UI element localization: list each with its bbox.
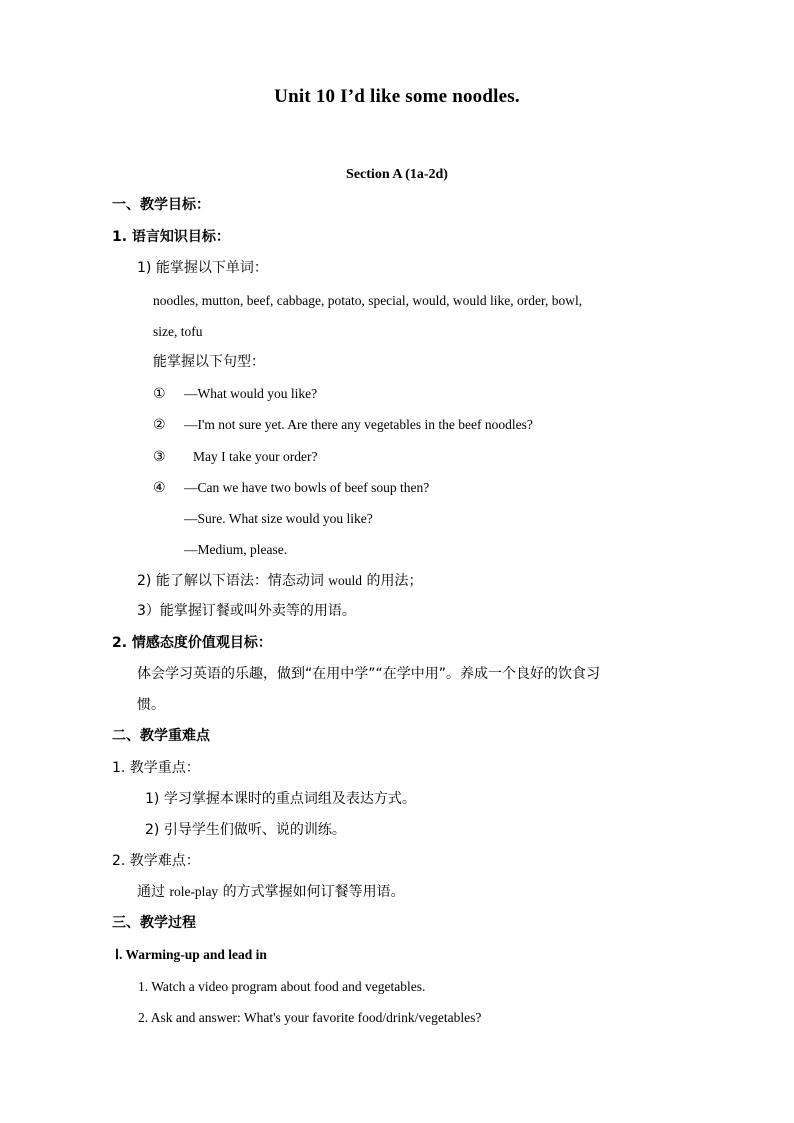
difficulty-keyword: role-play	[169, 884, 219, 899]
sentence-text: —I'm not sure yet. Are there any vegetables in the beef noodles?	[184, 417, 533, 432]
ordering-subheading: 3）能掌握订餐或叫外卖等的用语。	[137, 603, 356, 619]
section-subtitle: Section A (1a-2d)	[346, 167, 448, 182]
difficulty-text	[137, 883, 405, 901]
sentence-item	[153, 416, 533, 434]
circled-number: ④	[153, 480, 166, 496]
circled-number: ②	[153, 417, 166, 433]
key-point-2: 2) 引导学生们做听、说的训练。	[145, 822, 346, 838]
document-title: Unit 10 I’d like some noodles.	[274, 86, 520, 107]
difficulty-suffix: 的方式掌握如何订餐等用语。	[222, 884, 405, 900]
circled-number: ①	[153, 386, 166, 402]
language-goals-heading: 1. 语言知识目标：	[112, 229, 230, 245]
sentence-item	[153, 385, 317, 403]
warming-up-heading: Ⅰ. Warming-up and lead in	[115, 947, 267, 962]
difficulty-prefix: 通过	[137, 884, 165, 900]
key-point-1: 1) 学习掌握本课时的重点词组及表达方式。	[145, 791, 416, 807]
sentence-item	[153, 479, 429, 497]
attitude-line-2: 惯。	[137, 697, 165, 713]
section-1-heading: 一、教学目标：	[112, 197, 210, 213]
grammar-suffix: 的用法；	[366, 573, 423, 589]
grammar-keyword: would	[328, 573, 363, 588]
dialogue-line: —Sure. What size would you like?	[184, 511, 373, 526]
key-points-heading: 1. 教学重点：	[112, 760, 200, 776]
sentence-intro: 能掌握以下句型：	[153, 354, 265, 370]
circled-number: ③	[153, 449, 166, 465]
step-1: 1. Watch a video program about food and vegetables.	[138, 979, 426, 994]
attitude-line-1: 体会学习英语的乐趣，做到“在用中学”“在学中用”。养成一个良好的饮食习	[137, 666, 601, 682]
grammar-subheading	[137, 572, 422, 590]
section-3-heading: 三、教学过程	[112, 915, 196, 931]
vocab-line-1: noodles, mutton, beef, cabbage, potato, special, would, would like, order, bowl,	[153, 293, 583, 308]
vocab-line-2: size, tofu	[153, 324, 203, 339]
section-2-heading: 二、教学重难点	[112, 728, 210, 744]
sentence-text: —What would you like?	[184, 386, 318, 401]
dialogue-line: —Medium, please.	[184, 542, 288, 557]
sentence-text: —Can we have two bowls of beef soup then?	[184, 480, 430, 495]
grammar-prefix: 2) 能了解以下语法：情态动词	[137, 573, 324, 589]
vocab-subheading: 1) 能掌握以下单词：	[137, 260, 268, 276]
step-2: 2. Ask and answer: What's your favorite food/drink/vegetables?	[138, 1010, 482, 1025]
sentence-text: May I take your order?	[193, 449, 318, 464]
difficulty-heading: 2. 教学难点：	[112, 853, 200, 869]
sentence-item	[153, 448, 317, 466]
attitude-goals-heading: 2. 情感态度价值观目标：	[112, 635, 272, 651]
